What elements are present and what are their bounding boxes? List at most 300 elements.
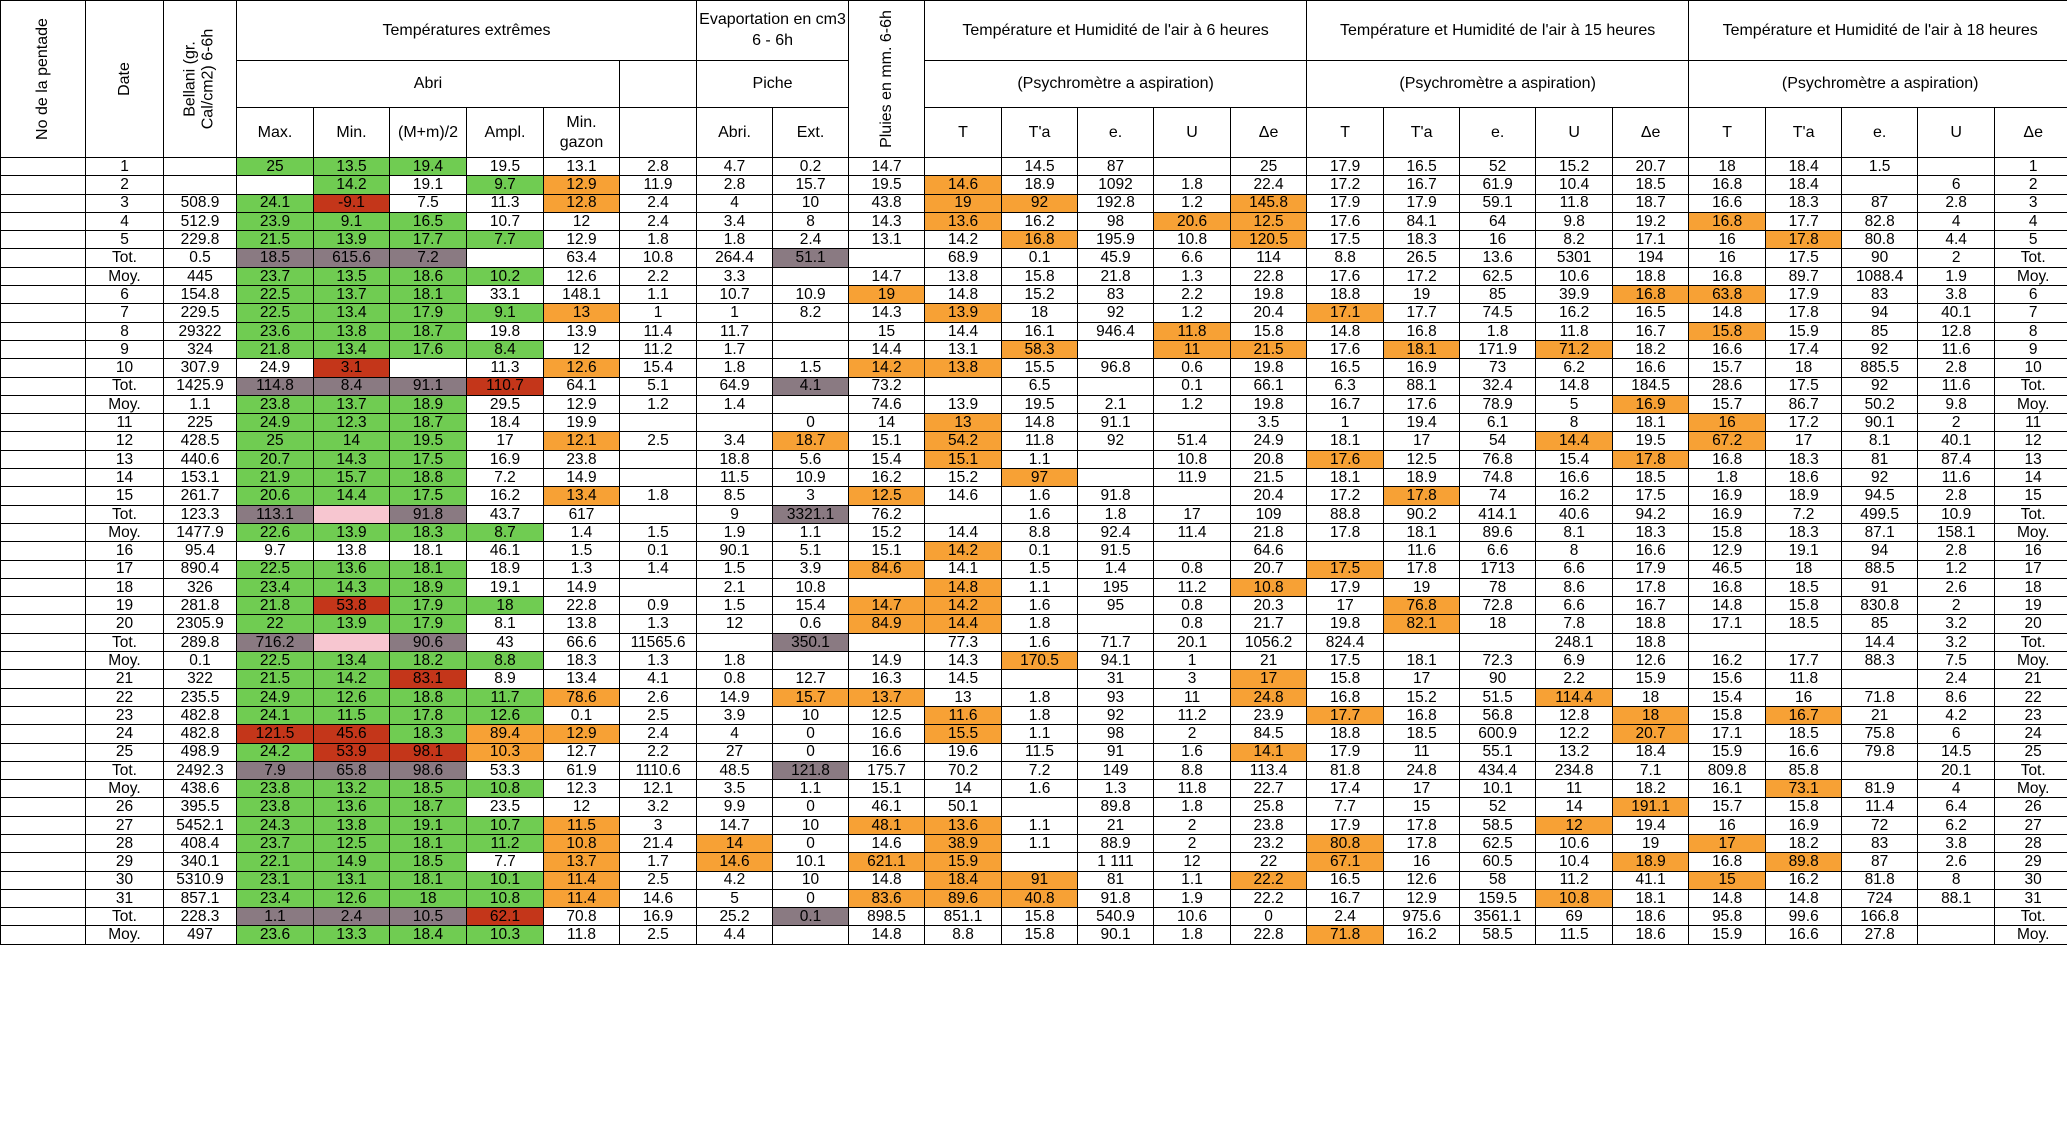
table-row <box>1 542 2067 560</box>
table-cell: 15.7 <box>773 688 849 706</box>
table-cell: 18.5 <box>1766 578 1842 596</box>
table-cell: 83 <box>1842 834 1918 852</box>
table-cell: 16.1 <box>1689 780 1766 798</box>
table-cell <box>1078 615 1154 633</box>
table-cell: 10.2 <box>467 267 544 285</box>
table-cell: 18.5 <box>390 780 467 798</box>
table-cell: 12 <box>1995 432 2067 450</box>
table-cell: 148.1 <box>544 286 620 304</box>
table-cell: 81.8 <box>1842 871 1918 889</box>
table-cell: 28.6 <box>1689 377 1766 395</box>
table-cell: 89.4 <box>467 725 544 743</box>
cell-pentade <box>1 212 86 230</box>
table-cell: 11.5 <box>1002 743 1078 761</box>
table-cell: 1.5 <box>544 542 620 560</box>
table-cell: 13.4 <box>544 670 620 688</box>
table-cell: 18.5 <box>1613 469 1689 487</box>
table-cell: 10.9 <box>1918 505 1995 523</box>
table-cell: 5 <box>1995 231 2067 249</box>
table-cell: 18.4 <box>467 414 544 432</box>
table-cell: 14.4 <box>925 322 1002 340</box>
table-cell: 1.8 <box>1154 798 1231 816</box>
table-cell <box>1154 414 1231 432</box>
table-cell: 14.3 <box>849 212 925 230</box>
table-cell: 11565.6 <box>620 633 697 651</box>
table-cell: 228.3 <box>164 908 237 926</box>
cell-pentade <box>1 469 86 487</box>
table-cell: 17 <box>1231 670 1307 688</box>
table-cell: 66.6 <box>544 633 620 651</box>
cell-pentade <box>1 871 86 889</box>
table-cell: 11.2 <box>467 834 544 852</box>
cell-pentade <box>1 267 86 285</box>
table-cell: Moy. <box>1995 267 2067 285</box>
table-cell: 18.3 <box>1613 523 1689 541</box>
table-cell: 11.9 <box>1154 469 1231 487</box>
table-cell: 12.6 <box>1384 871 1460 889</box>
table-cell: 19 <box>849 286 925 304</box>
cell-pentade <box>1 816 86 834</box>
table-cell: 22.1 <box>237 853 314 871</box>
table-cell: 724 <box>1842 889 1918 907</box>
table-cell: 15 <box>86 487 164 505</box>
table-cell: 17.6 <box>1307 340 1384 358</box>
table-cell: 15.8 <box>1766 597 1842 615</box>
table-cell: 1.2 <box>1154 395 1231 413</box>
table-cell: 10.6 <box>1154 908 1231 926</box>
table-cell: 10 <box>86 359 164 377</box>
table-cell: 11 <box>1154 688 1231 706</box>
table-cell: 6 <box>1918 176 1995 194</box>
table-row <box>1 706 2067 724</box>
table-cell: 121.8 <box>773 761 849 779</box>
table-cell: 18 <box>1613 688 1689 706</box>
table-cell: 24.9 <box>1231 432 1307 450</box>
header-u-15h: U <box>1536 108 1613 158</box>
table-cell: 0 <box>1231 908 1307 926</box>
table-cell: 1.6 <box>1002 487 1078 505</box>
table-cell <box>314 505 390 523</box>
table-cell: 7.7 <box>467 853 544 871</box>
table-cell: 14.7 <box>849 158 925 176</box>
table-cell: 12 <box>1536 816 1613 834</box>
table-cell: 21.8 <box>1231 523 1307 541</box>
table-cell: 28 <box>1995 834 2067 852</box>
header-evaporation: Evaportation en cm3 6 - 6h <box>697 1 849 61</box>
table-cell <box>620 505 697 523</box>
table-cell: 17.5 <box>1307 652 1384 670</box>
table-cell: 225 <box>164 414 237 432</box>
table-cell: 10.8 <box>1154 450 1231 468</box>
table-cell: 14.9 <box>544 469 620 487</box>
table-cell: 97 <box>1002 469 1078 487</box>
table-cell: 18 <box>86 578 164 596</box>
table-cell: 1.8 <box>697 231 773 249</box>
table-cell: 16.2 <box>1384 926 1460 944</box>
cell-pentade <box>1 158 86 176</box>
table-cell: 22.2 <box>1231 871 1307 889</box>
table-cell: 17.9 <box>1384 194 1460 212</box>
header-abri-blank <box>620 61 697 108</box>
table-cell: 14.8 <box>1689 597 1766 615</box>
table-cell: 21.4 <box>620 834 697 852</box>
table-cell: 16.8 <box>1384 706 1460 724</box>
cell-pentade <box>1 597 86 615</box>
header-abri: Abri <box>237 61 620 108</box>
table-cell: 55.1 <box>1460 743 1536 761</box>
table-cell: 16.6 <box>1613 359 1689 377</box>
table-cell: 13.8 <box>925 359 1002 377</box>
table-cell: 19.1 <box>390 176 467 194</box>
table-cell: 18.1 <box>390 560 467 578</box>
table-cell <box>925 158 1002 176</box>
table-cell: 31 <box>86 889 164 907</box>
table-cell: 92 <box>1842 469 1918 487</box>
cell-pentade <box>1 889 86 907</box>
table-cell: 113.4 <box>1231 761 1307 779</box>
table-cell: 76.2 <box>849 505 925 523</box>
table-cell: 17 <box>86 560 164 578</box>
table-cell: 110.7 <box>467 377 544 395</box>
table-cell: 17 <box>1766 432 1842 450</box>
table-cell: 86.7 <box>1766 395 1842 413</box>
table-cell: 22.8 <box>544 597 620 615</box>
table-cell: 18 <box>1766 560 1842 578</box>
table-cell: 8 <box>1995 322 2067 340</box>
table-cell: 89.7 <box>1766 267 1842 285</box>
table-cell: 17.9 <box>390 597 467 615</box>
table-cell: 18.6 <box>1613 908 1689 926</box>
table-cell: 17.7 <box>1307 706 1384 724</box>
table-cell: 18 <box>1460 615 1536 633</box>
cell-pentade <box>1 450 86 468</box>
table-cell: 9 <box>1995 340 2067 358</box>
table-cell: 96.8 <box>1078 359 1154 377</box>
table-cell: 1.1 <box>620 286 697 304</box>
table-cell: 18.7 <box>390 322 467 340</box>
table-cell: 10.6 <box>1536 267 1613 285</box>
table-cell: 5 <box>697 889 773 907</box>
table-cell: 90.6 <box>390 633 467 651</box>
table-cell: 18.5 <box>1766 725 1842 743</box>
table-cell: 13.4 <box>314 652 390 670</box>
table-cell: 81 <box>1842 450 1918 468</box>
table-cell: 18.3 <box>1766 523 1842 541</box>
table-cell: 0.2 <box>773 158 849 176</box>
table-cell: 10.3 <box>467 926 544 944</box>
table-cell: 25 <box>237 158 314 176</box>
table-cell <box>1154 487 1231 505</box>
table-cell: 5452.1 <box>164 816 237 834</box>
table-cell: 20.8 <box>1231 450 1307 468</box>
table-cell: 12.5 <box>849 706 925 724</box>
table-row <box>1 267 2067 285</box>
table-cell: 617 <box>544 505 620 523</box>
table-cell: 11.6 <box>1918 377 1995 395</box>
table-cell: 23.4 <box>237 578 314 596</box>
table-cell: 11.2 <box>1154 578 1231 596</box>
table-cell: 23.8 <box>1231 816 1307 834</box>
table-cell: 17.9 <box>1307 194 1384 212</box>
table-cell: 2.1 <box>697 578 773 596</box>
table-cell: 615.6 <box>314 249 390 267</box>
table-cell: 95 <box>1078 597 1154 615</box>
table-cell: 16.7 <box>1613 322 1689 340</box>
table-cell: 69 <box>1536 908 1613 926</box>
table-cell: 10.7 <box>467 212 544 230</box>
table-cell: 59.1 <box>1460 194 1536 212</box>
cell-pentade <box>1 395 86 413</box>
table-cell: 16.2 <box>849 469 925 487</box>
table-cell: 9.8 <box>1918 395 1995 413</box>
table-cell: 10.9 <box>773 286 849 304</box>
table-cell: 50.2 <box>1842 395 1918 413</box>
table-cell: 14.8 <box>1689 304 1766 322</box>
table-cell: 15 <box>849 322 925 340</box>
table-cell: 15.8 <box>1002 267 1078 285</box>
table-cell: 18.8 <box>1307 286 1384 304</box>
table-cell: 12 <box>86 432 164 450</box>
table-cell: 8.4 <box>467 340 544 358</box>
cell-pentade <box>1 652 86 670</box>
table-cell: 88.8 <box>1307 505 1384 523</box>
table-cell: 16.7 <box>1307 889 1384 907</box>
table-cell: 67.2 <box>1689 432 1766 450</box>
table-cell: 16 <box>86 542 164 560</box>
table-cell <box>390 359 467 377</box>
table-row <box>1 871 2067 889</box>
table-cell: 89.8 <box>1766 853 1842 871</box>
table-cell: 3 <box>86 194 164 212</box>
table-cell: 70.8 <box>544 908 620 926</box>
table-cell: 11.7 <box>697 322 773 340</box>
table-cell: 8.4 <box>314 377 390 395</box>
table-cell: 1.6 <box>1002 780 1078 798</box>
table-cell: Tot. <box>1995 761 2067 779</box>
table-cell: 324 <box>164 340 237 358</box>
table-row <box>1 633 2067 651</box>
table-cell: 17.9 <box>1307 743 1384 761</box>
table-cell <box>1154 158 1231 176</box>
cell-pentade <box>1 523 86 541</box>
table-cell: Moy. <box>86 395 164 413</box>
table-cell: 91.8 <box>390 505 467 523</box>
table-cell: 72.8 <box>1460 597 1536 615</box>
cell-pentade <box>1 194 86 212</box>
table-cell: 14.8 <box>1689 889 1766 907</box>
table-cell: 18.4 <box>1766 176 1842 194</box>
table-cell <box>1078 450 1154 468</box>
table-cell: 19.4 <box>1613 816 1689 834</box>
table-cell: 13 <box>925 688 1002 706</box>
table-cell: 499.5 <box>1842 505 1918 523</box>
table-row <box>1 414 2067 432</box>
header-e-6h: e. <box>1078 108 1154 158</box>
cell-pentade <box>1 853 86 871</box>
table-cell: 1.5 <box>1002 560 1078 578</box>
table-cell: 17.7 <box>1766 212 1842 230</box>
table-cell: 20 <box>86 615 164 633</box>
table-cell: 12.5 <box>849 487 925 505</box>
table-cell: 82.1 <box>1384 615 1460 633</box>
table-cell: 1 <box>620 304 697 322</box>
table-cell: 17.4 <box>1307 780 1384 798</box>
cell-pentade <box>1 304 86 322</box>
table-cell: 6.6 <box>1154 249 1231 267</box>
table-cell: 2 <box>1154 834 1231 852</box>
table-cell: 23.6 <box>237 322 314 340</box>
table-cell: 350.1 <box>773 633 849 651</box>
table-cell: 91 <box>1078 743 1154 761</box>
table-cell: 21.5 <box>237 670 314 688</box>
table-cell: 440.6 <box>164 450 237 468</box>
table-cell: 12.3 <box>544 780 620 798</box>
table-cell: 234.8 <box>1536 761 1613 779</box>
table-cell: 235.5 <box>164 688 237 706</box>
header-de-15h: Δe <box>1613 108 1689 158</box>
table-cell: 2.5 <box>620 706 697 724</box>
table-cell: 60.5 <box>1460 853 1536 871</box>
table-row <box>1 578 2067 596</box>
table-cell: 17.8 <box>1307 523 1384 541</box>
table-cell: 191.1 <box>1613 798 1689 816</box>
table-cell: 4 <box>1918 780 1995 798</box>
table-cell: 13.4 <box>314 304 390 322</box>
table-cell: 2.5 <box>620 871 697 889</box>
table-cell: 7.2 <box>1002 761 1078 779</box>
table-row <box>1 926 2067 944</box>
table-cell: 15.7 <box>773 176 849 194</box>
table-cell: 53.9 <box>314 743 390 761</box>
table-cell: 2.5 <box>620 926 697 944</box>
table-cell: 24.8 <box>1231 688 1307 706</box>
table-cell <box>164 158 237 176</box>
table-cell: 10.8 <box>620 249 697 267</box>
header-ta-6h: T'a <box>1002 108 1078 158</box>
cell-pentade <box>1 633 86 651</box>
table-cell <box>620 578 697 596</box>
table-cell: 14.4 <box>849 340 925 358</box>
table-cell: 12.1 <box>544 432 620 450</box>
table-cell: 12 <box>697 615 773 633</box>
table-cell: 19 <box>1613 834 1689 852</box>
table-cell: 90 <box>1460 670 1536 688</box>
table-cell: 19.8 <box>1307 615 1384 633</box>
table-cell: 1.8 <box>697 652 773 670</box>
table-cell: 8.1 <box>1536 523 1613 541</box>
table-cell: 88.3 <box>1842 652 1918 670</box>
table-cell: 16 <box>1384 853 1460 871</box>
table-cell: 12.9 <box>544 725 620 743</box>
table-cell: 98 <box>1078 725 1154 743</box>
table-cell: 1.3 <box>1078 780 1154 798</box>
table-row <box>1 743 2067 761</box>
table-cell: 21.5 <box>1231 340 1307 358</box>
table-cell: 24.2 <box>237 743 314 761</box>
table-cell: 10.8 <box>1231 578 1307 596</box>
table-cell: 18.9 <box>1002 176 1078 194</box>
table-cell: 16.9 <box>1613 395 1689 413</box>
table-cell: 1.2 <box>620 395 697 413</box>
table-cell: 18.7 <box>1613 194 1689 212</box>
table-row <box>1 450 2067 468</box>
table-cell: 9.1 <box>314 212 390 230</box>
table-cell: Moy. <box>86 523 164 541</box>
table-row <box>1 286 2067 304</box>
table-cell: 4.7 <box>697 158 773 176</box>
table-cell: 15.8 <box>1689 322 1766 340</box>
table-cell: 20.4 <box>1231 487 1307 505</box>
table-cell: 7.5 <box>1918 652 1995 670</box>
table-cell: 18.1 <box>390 542 467 560</box>
table-cell: 8.7 <box>467 523 544 541</box>
table-cell: 2.8 <box>1918 194 1995 212</box>
table-cell: 8.8 <box>1154 761 1231 779</box>
table-cell: 56.8 <box>1460 706 1536 724</box>
table-cell: 438.6 <box>164 780 237 798</box>
table-cell: 16.3 <box>849 670 925 688</box>
table-cell <box>314 633 390 651</box>
table-cell: 25 <box>237 432 314 450</box>
table-cell: Tot. <box>1995 249 2067 267</box>
table-cell: 95.4 <box>164 542 237 560</box>
table-cell: 14.2 <box>925 597 1002 615</box>
table-cell: 84.6 <box>849 560 925 578</box>
table-cell: 3 <box>1154 670 1231 688</box>
table-cell: 12.8 <box>1918 322 1995 340</box>
table-cell: 2.2 <box>620 267 697 285</box>
table-cell: 14 <box>849 414 925 432</box>
table-cell: 2.8 <box>1918 359 1995 377</box>
table-cell: 7 <box>1995 304 2067 322</box>
table-cell: 3561.1 <box>1460 908 1536 926</box>
table-cell: 15.8 <box>1689 706 1766 724</box>
table-cell: 72.3 <box>1460 652 1536 670</box>
table-cell: 17.9 <box>1307 816 1384 834</box>
table-cell: 92 <box>1842 340 1918 358</box>
table-row <box>1 761 2067 779</box>
table-cell: 0.8 <box>1154 615 1231 633</box>
table-cell: 52 <box>1460 158 1536 176</box>
cell-pentade <box>1 908 86 926</box>
cell-pentade <box>1 670 86 688</box>
table-cell: 22.8 <box>1231 267 1307 285</box>
table-cell: 17 <box>1384 432 1460 450</box>
cell-pentade <box>1 725 86 743</box>
table-cell: 11 <box>1536 780 1613 798</box>
table-cell: 1110.6 <box>620 761 697 779</box>
table-cell: 149 <box>1078 761 1154 779</box>
table-cell: 113.1 <box>237 505 314 523</box>
table-cell: 20.6 <box>1154 212 1231 230</box>
table-cell <box>1307 542 1384 560</box>
table-cell: 11 <box>86 414 164 432</box>
table-cell: 3 <box>1995 194 2067 212</box>
table-cell: 85 <box>1460 286 1536 304</box>
table-cell: 53.3 <box>467 761 544 779</box>
table-cell: 184.5 <box>1613 377 1689 395</box>
table-cell: 0 <box>773 834 849 852</box>
table-cell: 11.8 <box>1536 322 1613 340</box>
table-cell: 4 <box>697 725 773 743</box>
table-cell: 81.9 <box>1842 780 1918 798</box>
header-t-6h: T <box>925 108 1002 158</box>
table-cell: 4 <box>86 212 164 230</box>
header-ampl: Ampl. <box>467 108 544 158</box>
table-cell: 16.8 <box>1689 853 1766 871</box>
table-cell: Tot. <box>86 249 164 267</box>
table-cell: 16.9 <box>1384 359 1460 377</box>
